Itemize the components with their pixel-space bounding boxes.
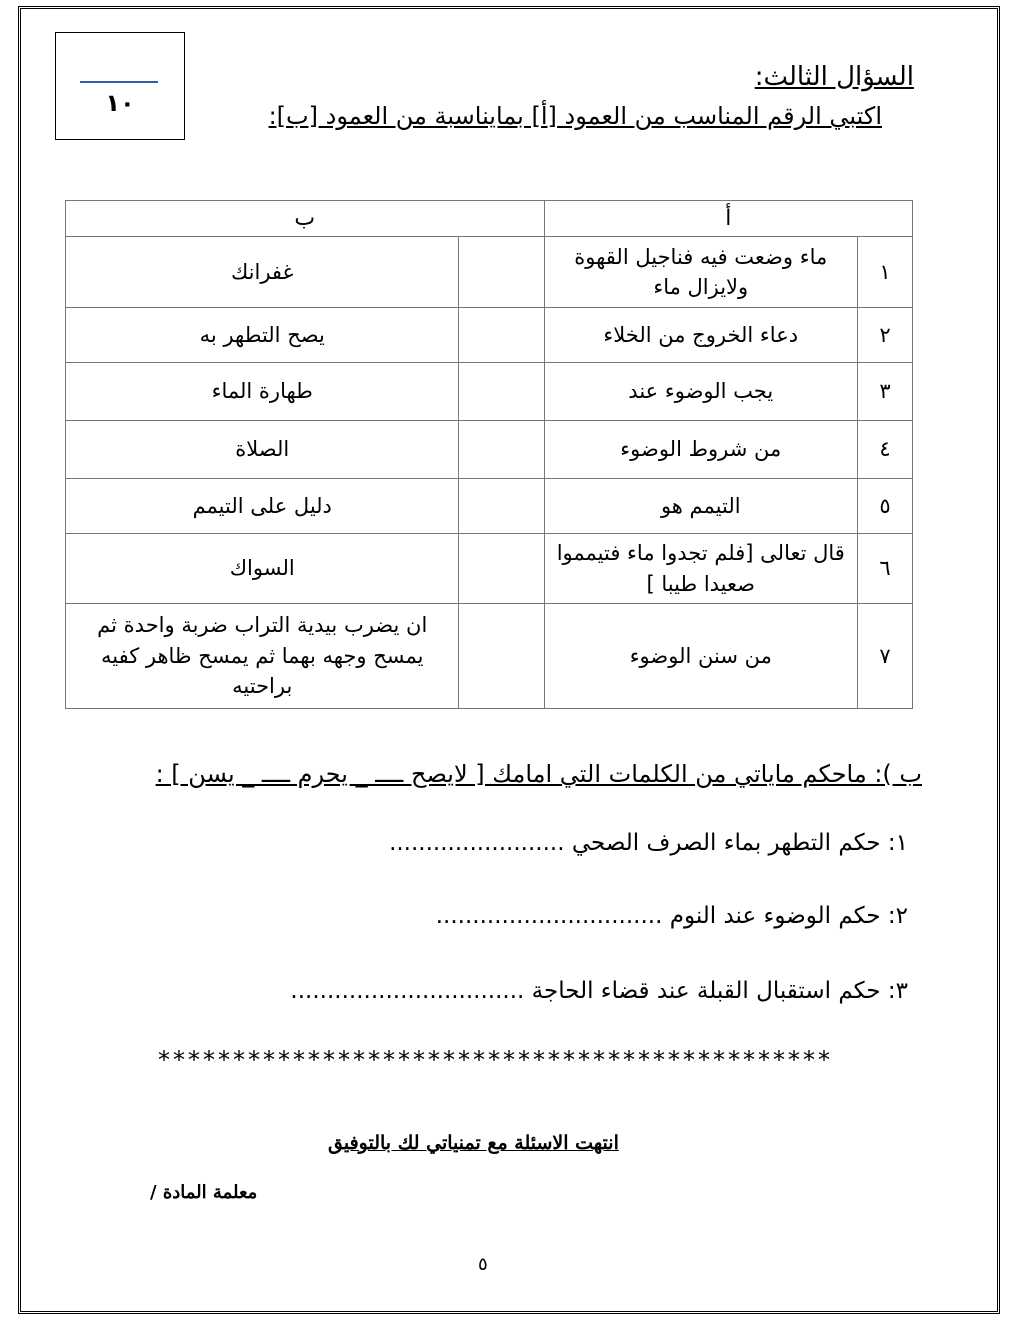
row-number: ١ (857, 237, 912, 308)
page-number: ٥ (478, 1254, 488, 1275)
column-a-cell: التيمم هو (544, 479, 857, 534)
column-a-header: أ (544, 201, 912, 237)
question-line-3 (290, 978, 908, 1004)
table-row (66, 421, 913, 479)
row-number: ٤ (857, 421, 912, 479)
column-b-cell: دليل على التيمم (66, 479, 459, 534)
score-total: ١٠ (105, 89, 135, 117)
column-b-cell: غفرانك (66, 237, 459, 308)
table-header-row (66, 201, 913, 237)
column-a-cell: قال تعالى [فلم تجدوا ماء فتيمموا صعيدا طيبا ] (544, 534, 857, 604)
score-line (80, 81, 158, 83)
table-row (66, 363, 913, 421)
column-b-cell: السواك (66, 534, 459, 604)
question-title: السؤال الثالث: (754, 62, 914, 92)
table-row (66, 308, 913, 363)
closing-message: انتهت الاسئلة مع تمنياتي لك بالتوفيق (328, 1132, 619, 1154)
column-b-cell: يصح التطهر به (66, 308, 459, 363)
question-text: حكم التطهر بماء الصرف الصحي ........................ (389, 830, 881, 856)
column-a-cell: من سنن الوضوء (544, 604, 857, 709)
row-number: ٦ (857, 534, 912, 604)
answer-blank[interactable] (459, 363, 544, 421)
question-line-2 (436, 903, 908, 929)
row-number: ٧ (857, 604, 912, 709)
table-row (66, 534, 913, 604)
question-number: ٣: (887, 978, 908, 1004)
answer-blank[interactable] (459, 308, 544, 363)
column-a-cell: ماء وضعت فيه فناجيل القهوة ولايزال ماء (544, 237, 857, 308)
question-text: حكم استقبال القبلة عند قضاء الحاجة ................................ (290, 978, 881, 1004)
teacher-signature-label: معلمة المادة / (150, 1182, 258, 1203)
star-separator: ********************************************* (158, 1046, 833, 1074)
row-number: ٢ (857, 308, 912, 363)
question-number: ٢: (887, 903, 908, 929)
answer-blank[interactable] (459, 479, 544, 534)
column-a-cell: دعاء الخروج من الخلاء (544, 308, 857, 363)
score-box (55, 32, 185, 140)
table-row (66, 479, 913, 534)
column-b-cell: طهارة الماء (66, 363, 459, 421)
column-b-cell: الصلاة (66, 421, 459, 479)
part-b-title: ب ): ماحكم ماياتي من الكلمات التي امامك [ لايصح ــــ _ يحرم ــــ _ يسن ] : (155, 760, 922, 788)
row-number: ٣ (857, 363, 912, 421)
table-row (66, 604, 913, 709)
row-number: ٥ (857, 479, 912, 534)
column-a-cell: من شروط الوضوء (544, 421, 857, 479)
table-row (66, 237, 913, 308)
question-line-1 (389, 830, 908, 856)
column-b-cell: ان يضرب بيدية التراب ضربة واحدة ثم يمسح وجهه بهما ثم يمسح ظاهر كفيه براحتيه (66, 604, 459, 709)
answer-blank[interactable] (459, 534, 544, 604)
matching-table (65, 200, 913, 709)
question-number: ١: (887, 830, 908, 856)
column-a-cell: يجب الوضوء عند (544, 363, 857, 421)
answer-blank[interactable] (459, 604, 544, 709)
question-instruction: اكتبي الرقم المناسب من العمود [أ] بمايناسبة من العمود [ب]: (268, 102, 882, 130)
answer-blank[interactable] (459, 421, 544, 479)
column-b-header: ب (66, 201, 545, 237)
question-text: حكم الوضوء عند النوم ............................... (435, 903, 881, 929)
answer-blank[interactable] (459, 237, 544, 308)
